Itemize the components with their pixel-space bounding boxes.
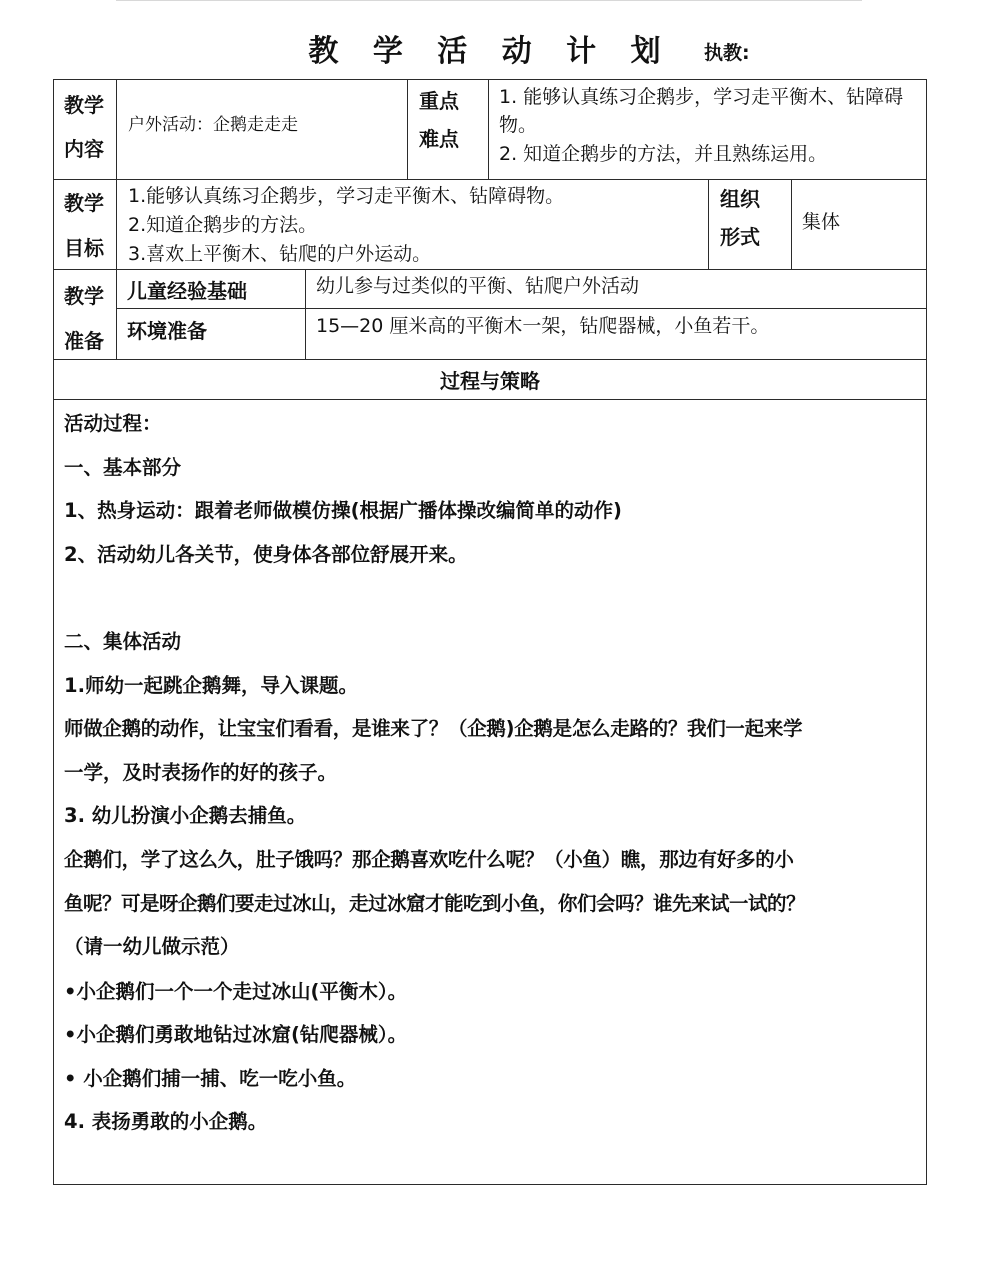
experience-cell [305,269,927,309]
process-line: 4. 表扬勇敢的小企鹅。 [64,1110,268,1133]
focus-item-2: 2. 知道企鹅步的方法，并且熟练运用。 [499,143,828,165]
bullet-item: •小企鹅们勇敢地钻过冰窟(钻爬器械）。 [64,1023,408,1046]
prep-label-cell [53,269,117,360]
part2-title: 二、集体活动 [64,630,182,653]
bullet-item: • 小企鹅们捕一捕、吃一吃小鱼。 [64,1067,357,1090]
teacher-label: 执教: [704,42,750,64]
content-value: 户外活动：企鹅走走走 [128,115,298,135]
experience-label: 儿童经验基础 [127,279,247,303]
org-label-cell [708,179,792,270]
process-line: 1.师幼一起跳企鹅舞，导入课题。 [64,674,358,697]
process-line: 企鹅们，学了这么久，肚子饿吗？那企鹅喜欢吃什么呢？（小鱼）瞧，那边有好多的小 [64,848,794,871]
bullet-item: •小企鹅们一个一个走过冰山(平衡木）。 [64,980,408,1003]
env-value: 15—20 厘米高的平衡木一架，钻爬器械，小鱼若干。 [316,315,770,337]
process-line: 1、热身运动：跟着老师做模仿操(根据广播体操改编简单的动作) [64,499,622,522]
focus-item-1: 1. 能够认真练习企鹅步，学习走平衡木、钻障碍物。 [499,86,904,136]
env-label: 环境准备 [127,319,207,343]
content-label: 教学 内容 [64,93,104,161]
experience-value: 幼儿参与过类似的平衡、钻爬户外活动 [316,275,640,297]
process-line: 3. 幼儿扮演小企鹅去捕鱼。 [64,804,307,827]
top-divider [116,0,862,1]
env-label-cell [116,308,306,360]
part1-title: 一、基本部分 [64,456,182,479]
focus-cell [488,79,927,180]
experience-label-cell [116,269,306,309]
content-cell [116,79,408,180]
goal-label-cell [53,179,117,270]
process-heading: 活动过程： [64,412,162,435]
page-title: 教 学 活 动 计 划 [308,34,673,69]
content-label-cell [53,79,117,180]
org-value: 集体 [802,211,841,233]
focus-label: 重点 难点 [419,89,459,151]
process-line: 鱼呢？可是呀企鹅们要走过冰山，走过冰窟才能吃到小鱼，你们会吗？谁先来试一试的？ [64,892,806,915]
goal-label: 教学 目标 [64,191,104,260]
prep-label: 教学 准备 [64,284,104,353]
goal-item-2: 2.知道企鹅步的方法。 [128,214,318,236]
goal-item-3: 3.喜欢上平衡木、钻爬的户外运动。 [128,243,432,265]
goal-item-1: 1.能够认真练习企鹅步，学习走平衡木、钻障碍物。 [128,185,565,207]
process-line: （请一幼儿做示范） [64,935,240,958]
org-label: 组织 形式 [720,187,760,249]
focus-label-cell [407,79,489,180]
org-cell [791,179,927,270]
goal-cell [116,179,709,270]
process-line: 师做企鹅的动作，让宝宝们看看，是谁来了？（企鹅)企鹅是怎么走路的？我们一起来学 [64,717,803,740]
process-line: 一学，及时表扬作的好的孩子。 [64,761,338,784]
section-title: 过程与策略 [440,369,540,393]
env-cell [305,308,927,360]
section-header-cell [53,359,927,400]
process-line: 2、活动幼儿各关节，使身体各部位舒展开来。 [64,543,468,566]
